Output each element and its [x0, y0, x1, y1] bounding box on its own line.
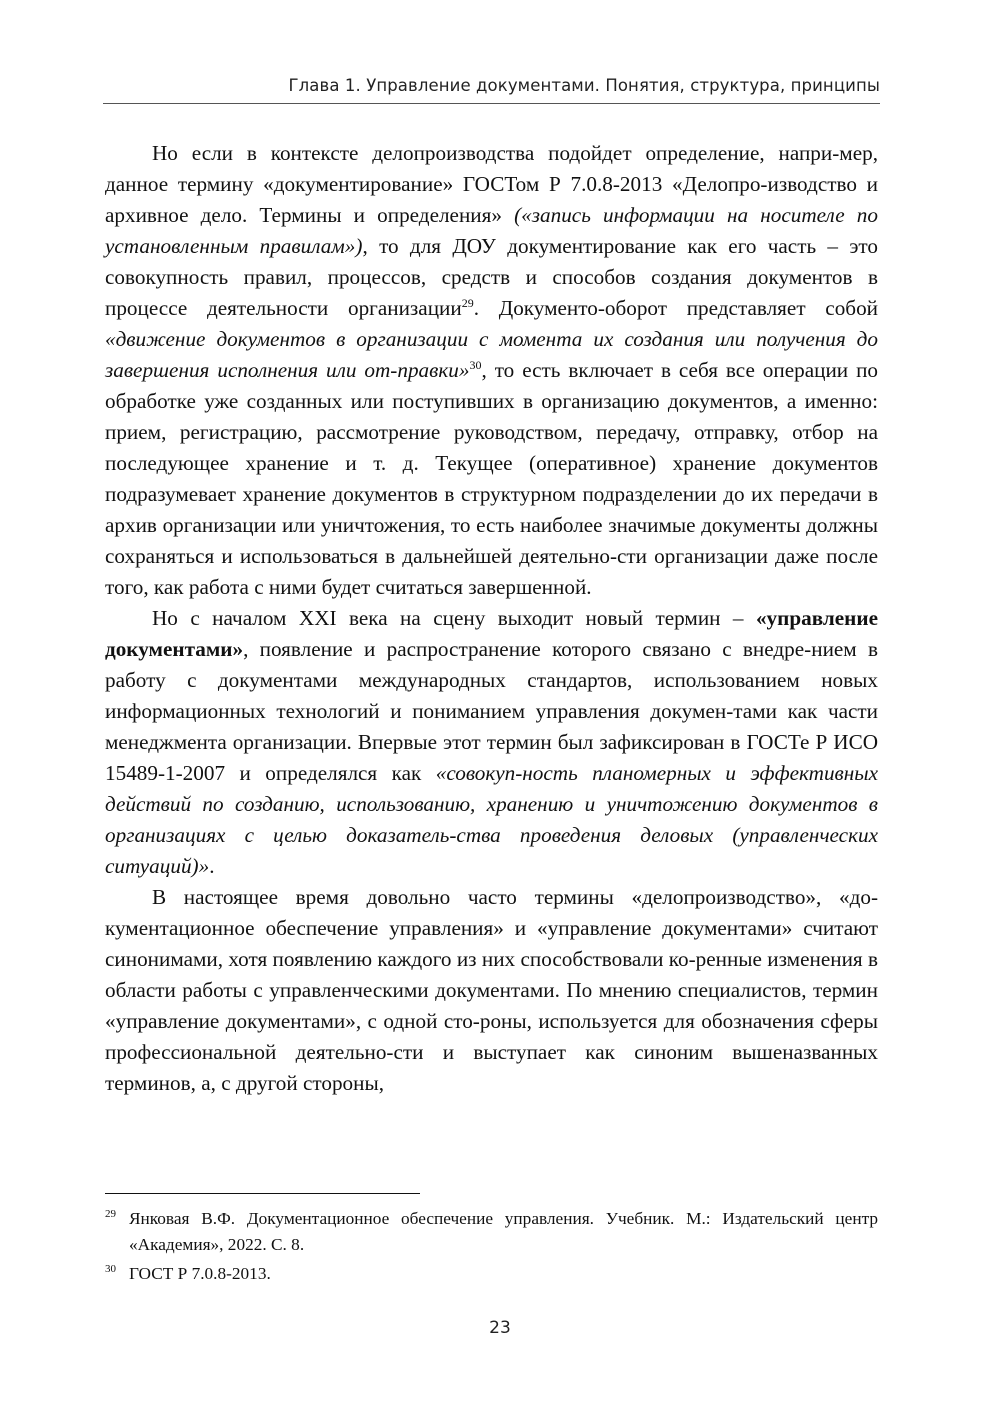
footnote-ref-30[interactable]: 30	[469, 358, 482, 372]
footnote-number: 30	[105, 1263, 116, 1275]
footnotes	[105, 1206, 878, 1290]
footnote-number: 29	[105, 1208, 116, 1220]
paragraph-1	[105, 138, 878, 603]
p1-text-4: , то есть включает в себя все операции по обработке уже созданных или поступивших в организацию документов, а именно: прием, регистрацию, рассмотрение руководством, передачу, отправку, отбор на последующее хранение и т. д. Текущее (оперативное) хранение документов подразумевает хранение документов в структурном подразделении до их передачи в архив организации или уничтожения, то есть наиболее значимые документы должны сохраняться и использоваться в дальнейшей деятельно-сти организации даже после того, как работа с ними будет считаться завершенной.	[105, 358, 879, 599]
main-text	[105, 138, 878, 1099]
footnote-divider	[105, 1193, 420, 1194]
paragraph-2	[105, 603, 878, 882]
p2-text-3: .	[209, 854, 215, 878]
p2-term: «управление документами»	[105, 606, 878, 661]
footnote-30	[105, 1261, 878, 1287]
p1-text-3: . Документо-оборот представляет собой	[473, 296, 878, 320]
footnote-ref-29[interactable]: 29	[461, 296, 474, 310]
p3-text-1: В настоящее время довольно часто термины «делопроизводство», «до-кументационное обеспечение управления» и «управление документами» считают синонимами, хотя появлению каждого из них способствовали ко-ренные изменения в области работы с управленческими документами. По мнению специалистов, термин «управление документами», с одной сто-роны, используется для обозначения сферы профессиональной деятельно-сти и выступает как синоним вышеназванных терминов, а, с другой стороны,	[105, 885, 878, 1095]
p1-quote-1: («запись информации на носителе по установленным правилам»)	[105, 203, 878, 258]
p1-text-2: , то для ДОУ документирование как его часть – это совокупность правил, процессов, средств и способов создания документов в процессе деятельности организации	[105, 234, 878, 320]
running-header: Глава 1. Управление документами. Понятия, структура, принципы	[288, 76, 880, 95]
p1-text-1: Но если в контексте делопроизводства подойдет определение, напри-мер, данное термину «документирование» ГОСТом Р 7.0.8-2013 «Делопро-изводство и архивное дело. Термины и определения»	[105, 141, 878, 227]
p2-text-1: Но с началом XXI века на сцену выходит новый термин –	[152, 606, 756, 630]
paragraph-3	[105, 882, 878, 1099]
p2-quote: «совокуп-ность планомерных и эффективных действий по созданию, использованию, хранению и уничтожению документов в организациях с целью доказатель-ства проведения деловых (управленческих ситуаций)»	[105, 761, 878, 878]
footnote-29	[105, 1206, 878, 1258]
header-divider	[103, 103, 880, 104]
footnote-text: Янковая В.Ф. Документационное обеспечение управления. Учебник. М.: Издательский центр «Академия», 2022. С. 8.	[129, 1209, 878, 1254]
page-number: 23	[489, 1318, 511, 1338]
footnote-text: ГОСТ Р 7.0.8-2013.	[129, 1264, 271, 1283]
p1-quote-2: «движение документов в организации с момента их создания или получения до завершения исполнения или от-правки»	[105, 327, 878, 382]
p2-text-2: , появление и распространение которого связано с внедре-нием в работу с документами международных стандартов, использованием новых информационных технологий и пониманием управления докумен-тами как части менеджмента организации. Впервые этот термин был зафиксирован в ГОСТе Р ИСО 15489-1-2007 и определялся как	[105, 637, 878, 785]
